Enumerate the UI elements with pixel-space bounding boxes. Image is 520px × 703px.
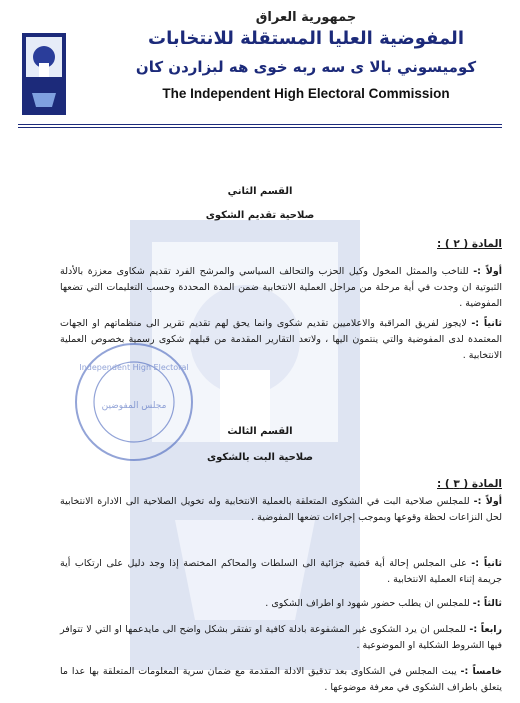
- paragraph: [60, 264, 502, 312]
- paragraph-lead: رابعاً :-: [469, 624, 502, 635]
- paragraph-lead: أولاً :-: [473, 266, 502, 277]
- section-title: القسم الثاني: [227, 186, 293, 197]
- country-name: جمهورية العراق: [255, 10, 357, 25]
- section-subtitle: صلاحية البت بالشكوى: [206, 452, 314, 463]
- paragraph-text: للمجلس ان يرد الشكوى غير المشفوعة بادلة كافية او تفتقر بشكل واضح الى مايدعمها او التي لا تتوافر فيها الشروط الشكلية او الموضوعية .: [60, 624, 502, 651]
- paragraph-lead: خامساً :-: [460, 666, 502, 677]
- header-divider: [18, 124, 502, 125]
- paragraph: [60, 596, 502, 612]
- seal-text-arabic: مجلس المفوضين: [101, 401, 167, 411]
- commission-name-arabic: المفوضية العليا المستقلة للانتخابات: [148, 28, 464, 49]
- paragraph-text: على المجلس إحالة أية قضية جزائية الى السلطات والمحاكم المختصة إذا وجد دليل على ارتكاب أية جريمة إثناء العملية الانتخابية .: [60, 558, 502, 585]
- paragraph: [60, 556, 502, 588]
- paragraph-lead: أولاً :-: [473, 496, 502, 507]
- paragraph-lead: ثانياً :-: [471, 558, 502, 569]
- paragraph-lead: ثالثاً :-: [472, 598, 502, 609]
- header-divider-secondary: [18, 127, 502, 128]
- commission-name-kurdish: كوميسوني بالا ى سه ربه خوى هه لبزاردن كان: [135, 58, 477, 76]
- paragraph: [60, 316, 502, 364]
- paragraph: [60, 494, 502, 526]
- section-title: القسم الثالث: [227, 426, 293, 437]
- article-label: المادة ( ٢ ) :: [437, 238, 502, 250]
- paragraph-text: لايجوز لفريق المراقبة والاعلاميين تقديم شكوى وانما يحق لهم تقديم تقرير الى منظماتهم او الجهات المعتمدة لدى المفوضية والتي ينتمون اليها ، ولاتعد التقارير المقدمة من قبلهم شكوى رسمية بخصوص العملية الانتخابية .: [60, 318, 502, 361]
- seal-text-english: Independent High Electoral: [79, 363, 189, 372]
- paragraph: [60, 664, 502, 696]
- paragraph: [60, 622, 502, 654]
- commission-name-english: The Independent High Electoral Commission: [162, 86, 450, 101]
- paragraph-text: للمجلس صلاحية البت في الشكوى المتعلقة بالعملية الانتخابية وله تخويل الصلاحية الى الادارة الانتخابية لحل النزاعات لحظة وقوعها وبموجب إجراءات تضعها المفوضية .: [60, 496, 502, 523]
- paragraph-text: للمجلس ان يطلب حضور شهود او اطراف الشكوى .: [265, 598, 470, 609]
- paragraph-text: يبت المجلس في الشكاوى بعد تدقيق الادلة المقدمة مع ضمان سرية المعلومات المتعلقة بها عدا ما يتعلق باطراف الشكوى في معرفة موضوعها .: [60, 666, 502, 693]
- paragraph-lead: ثانياً :-: [471, 318, 502, 329]
- section-subtitle: صلاحية تقديم الشكوى: [205, 210, 315, 221]
- paragraph-text: للناخب والممثل المخول وكيل الحزب والتحالف السياسي والمرشح الفرد تقديم شكاوى معززة بالأدلة الثبوتية ان وجدت في أية مرحلة من مراحل العملية الانتخابية ضمن المدة المحددة وحسب التعليمات التي تضعها المفوضية .: [60, 266, 502, 309]
- article-label: المادة ( ٣ ) :: [437, 478, 502, 490]
- ihec-logo-icon: [22, 33, 66, 115]
